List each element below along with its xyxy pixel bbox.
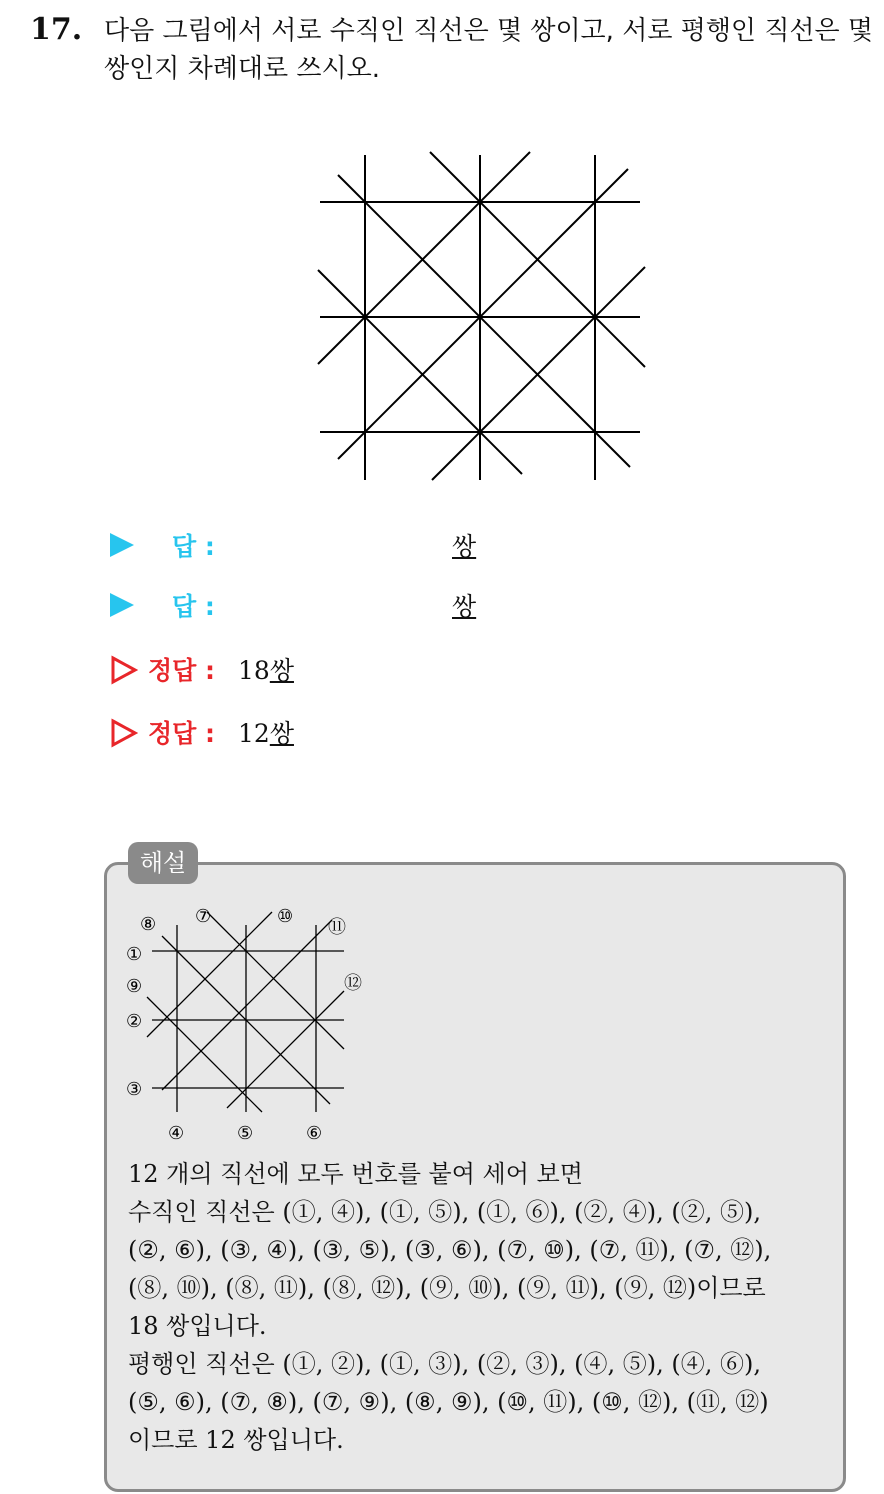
label-11: ⑪ bbox=[328, 917, 346, 938]
solution-text bbox=[128, 1155, 828, 1459]
diagonal-line bbox=[318, 152, 530, 364]
label-4: ④ bbox=[168, 1123, 185, 1144]
solution-line: 수직인 직선은 (①, ④), (①, ⑤), (①, ⑥), (②, ④), (②, ⑤), bbox=[128, 1198, 761, 1226]
question-line-1: 다음 그림에서 서로 수직인 직선은 몇 쌍이고, 서로 평행인 직선은 몇 bbox=[104, 16, 874, 46]
diagonal-line bbox=[338, 169, 628, 459]
line-grid-figure bbox=[300, 145, 660, 490]
label-5: ⑤ bbox=[237, 1123, 254, 1144]
label-7: ⑦ bbox=[195, 906, 212, 927]
solution-line: (②, ⑥), (③, ④), (③, ⑤), (③, ⑥), (⑦, ⑩), (⑦, ⑪), (⑦, ⑫), bbox=[128, 1236, 772, 1264]
label-9: ⑨ bbox=[126, 976, 143, 997]
label-8: ⑧ bbox=[140, 914, 157, 935]
correct-value: 12쌍 bbox=[238, 719, 294, 748]
question-line-2: 쌍인지 차례대로 쓰시오. bbox=[104, 54, 380, 84]
label-12: ⑫ bbox=[344, 973, 362, 994]
solution-line: 이므로 12 쌍입니다. bbox=[128, 1426, 344, 1454]
label-2: ② bbox=[126, 1011, 143, 1032]
play-arrow-icon bbox=[110, 593, 134, 617]
solution-line: (⑧, ⑩), (⑧, ⑪), (⑧, ⑫), (⑨, ⑩), (⑨, ⑪), (⑨, ⑫)이므로 bbox=[128, 1274, 766, 1302]
solution-figure bbox=[122, 900, 372, 1150]
correct-value: 18쌍 bbox=[238, 656, 294, 685]
solution-line: 18 쌍입니다. bbox=[128, 1312, 267, 1340]
correct-label: 정답 : bbox=[148, 719, 216, 748]
label-10: ⑩ bbox=[277, 906, 294, 927]
correct-label: 정답 : bbox=[148, 656, 216, 685]
solution-line: 12 개의 직선에 모두 번호를 붙여 세어 보면 bbox=[128, 1160, 583, 1188]
outline-arrow-icon bbox=[110, 655, 138, 685]
diagonal-line bbox=[432, 267, 645, 480]
question-text bbox=[104, 12, 874, 88]
answer-label: 답 : bbox=[172, 592, 215, 621]
answer-unit: 쌍 bbox=[452, 592, 477, 621]
solution-line: 평행인 직선은 (①, ②), (①, ③), (②, ③), (④, ⑤), (④, ⑥), bbox=[128, 1350, 761, 1378]
answer-unit: 쌍 bbox=[452, 532, 477, 561]
play-arrow-icon bbox=[110, 533, 134, 557]
label-3: ③ bbox=[126, 1079, 143, 1100]
answer-label: 답 : bbox=[172, 532, 215, 561]
solution-line: (⑤, ⑥), (⑦, ⑧), (⑦, ⑨), (⑧, ⑨), (⑩, ⑪), (⑩, ⑫), (⑪, ⑫) bbox=[128, 1388, 769, 1416]
label-1: ① bbox=[126, 944, 143, 965]
diagonal-line bbox=[318, 270, 522, 474]
question-number: 17. bbox=[30, 12, 83, 47]
correct-unit: 쌍 bbox=[269, 719, 294, 748]
diagonal-line bbox=[338, 175, 630, 467]
solution-tab: 해설 bbox=[128, 842, 198, 884]
label-6: ⑥ bbox=[306, 1123, 323, 1144]
correct-unit: 쌍 bbox=[269, 656, 294, 685]
outline-arrow-icon bbox=[110, 718, 138, 748]
